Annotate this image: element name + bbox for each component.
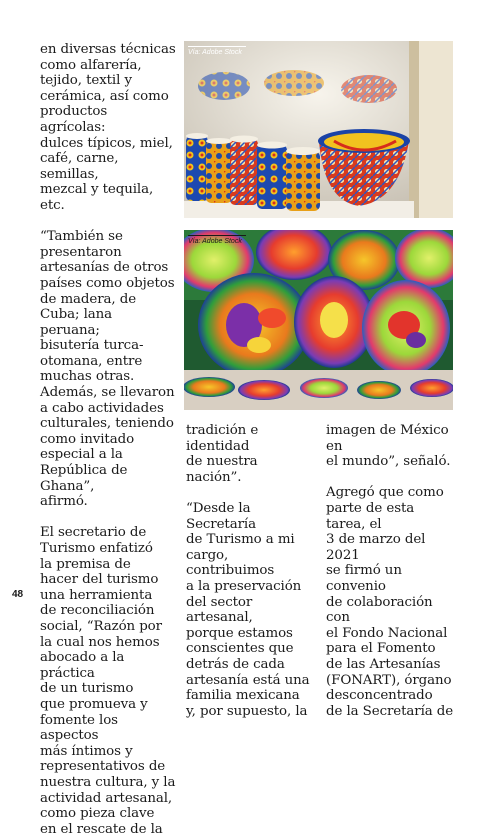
photo-fruit-plates: [184, 230, 453, 410]
credit-rule: [188, 235, 246, 236]
photo-ceramic-cups: [184, 41, 453, 218]
article-column-left: en diversas técnicas como alfarería, tejido, textil y cerámica, así como productos agrícolas: dulces típicos, miel, café, carne, semillas, mezcal y tequila, etc. “También se presentaron artesanías de otros países como objetos de madera, de Cuba; lana peruana; bisutería turca- otomana, entre muchas otras. Además, se llevaron a cabo actividades culturales, teniendo como invitado especial a la República de Ghana”, afirmó. El secretario de Turismo enfatizó la premisa de hacer del turismo una herramienta de reconciliación social, “Razón por la cual nos hemos abocado a la práctica de un turismo que promueva y fomente los aspectos más íntimos y representativos de nuestra cultura, y la actividad artesanal, como pieza clave en el rescate de la: [40, 42, 176, 837]
ceramic-cups-illustration: [184, 41, 453, 218]
fruit-plates-illustration: [184, 230, 453, 410]
credit-rule: [188, 46, 246, 47]
photo-credit: Vía: Adobe Stock: [188, 238, 242, 245]
article-column-right: imagen de México en el mundo”, señaló. Agregó que como parte de esta tarea, el 3 de marzo del 2021 se firmó un convenio de colaboración con el Fondo Nacional para el Fomento de las Artesanías (FONART), órgano desconcentrado de la Secretaría de: [326, 423, 454, 719]
article-column-middle: tradición e identidad de nuestra nación”. “Desde la Secretaría de Turismo a mi cargo, contribuimos a la preservación del sector artesanal, porque estamos conscientes que detrás de cada artesanía está una familia mexicana y, por supuesto, la: [186, 423, 310, 719]
page-number: 48: [12, 589, 24, 600]
photo-credit: Vía: Adobe Stock: [188, 49, 242, 56]
